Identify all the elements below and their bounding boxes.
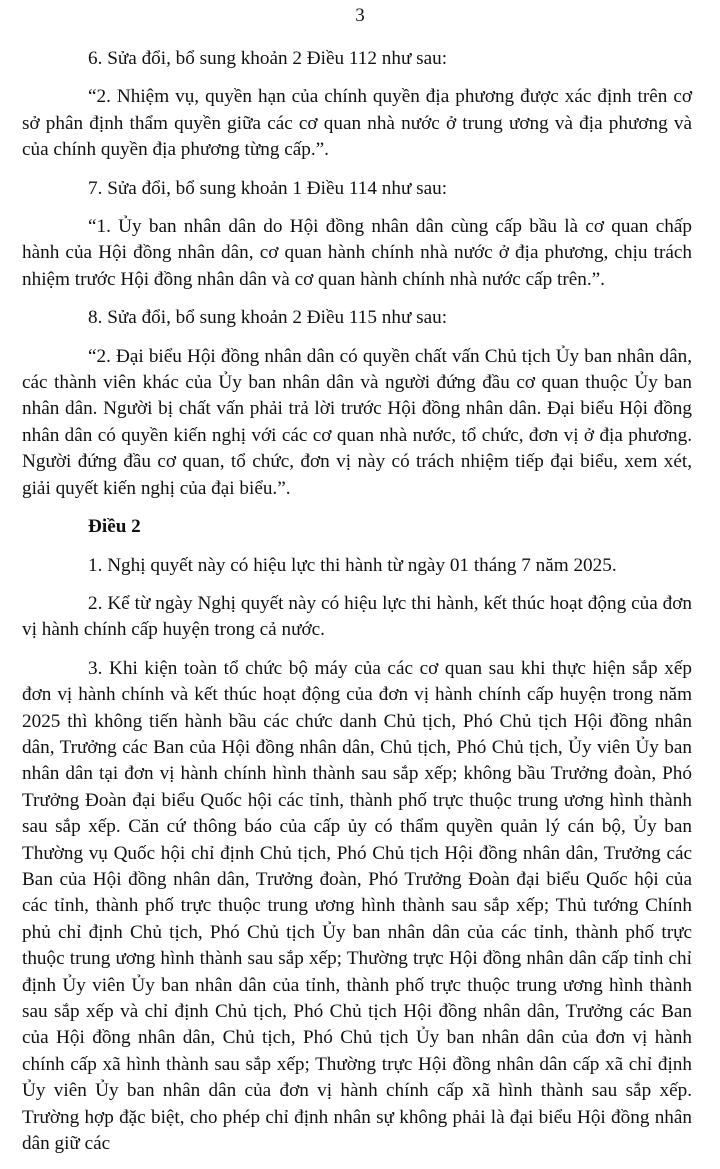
document-body xyxy=(22,46,692,1169)
quoted-clause: “2. Nhiệm vụ, quyền hạn của chính quyền địa phương được xác định trên cơ sở phân định thẩm quyền giữa các cơ quan nhà nước ở trung ương và địa phương và của chính quyền địa phương từng cấp.”. xyxy=(22,86,692,161)
amendment-item-6: 6. Sửa đổi, bổ sung khoản 2 Điều 112 như sau: xyxy=(88,48,448,69)
quoted-clause: “2. Đại biểu Hội đồng nhân dân có quyền chất vấn Chủ tịch Ủy ban nhân dân, các thành viên khác của Ủy ban nhân dân và người đứng đầu cơ quan thuộc Ủy ban nhân dân. Người bị chất vấn phải trả lời trước Hội đồng nhân dân. Đại biểu Hội đồng nhân dân có quyền kiến nghị với các cơ quan nhà nước, tổ chức, đơn vị ở địa phương. Người đứng đầu cơ quan, tổ chức, đơn vị này có trách nhiệm tiếp đại biểu, xem xét, giải quyết kiến nghị của đại biểu.”. xyxy=(22,345,692,499)
article-heading: Điều 2 xyxy=(88,516,141,538)
amendment-item-7: 7. Sửa đổi, bổ sung khoản 1 Điều 114 như sau: xyxy=(88,177,448,199)
amendment-item-8: 8. Sửa đổi, bổ sung khoản 2 Điều 115 như sau: xyxy=(88,307,448,329)
article-clause-2: 2. Kể từ ngày Nghị quyết này có hiệu lực thi hành, kết thúc hoạt động của đơn vị hành chính cấp huyện trong cả nước. xyxy=(22,592,692,641)
quoted-clause: “1. Ủy ban nhân dân do Hội đồng nhân dân cùng cấp bầu là cơ quan chấp hành của Hội đồng nhân dân, cơ quan hành chính nhà nước ở địa phương, chịu trách nhiệm trước Hội đồng nhân dân và cơ quan hành chính nhà nước cấp trên.”. xyxy=(22,216,692,290)
article-clause-1: 1. Nghị quyết này có hiệu lực thi hành từ ngày 01 tháng 7 năm 2025. xyxy=(88,554,617,576)
page-number: 3 xyxy=(355,5,365,26)
article-clause-3: 3. Khi kiện toàn tổ chức bộ máy của các cơ quan sau khi thực hiện sắp xếp đơn vị hành chính và kết thúc hoạt động của đơn vị hành chính cấp huyện trong năm 2025 thì không tiến hành bầu các chức danh Chủ tịch, Phó Chủ tịch Hội đồng nhân dân, Trưởng các Ban của Hội đồng nhân dân, Chủ tịch, Phó Chủ tịch, Ủy viên Ủy ban nhân dân tại đơn vị hành chính hình thành sau sắp xếp; không bầu Trưởng đoàn, Phó Trưởng Đoàn đại biểu Quốc hội các tỉnh, thành phố trực thuộc trung ương hình thành sau sắp xếp. Căn cứ thông báo của cấp ủy có thẩm quyền quản lý cán bộ, Ủy ban Thường vụ Quốc hội chỉ định Chủ tịch, Phó Chủ tịch Hội đồng nhân dân, Trưởng các Ban của Hội đồng nhân dân, Trưởng đoàn, Phó Trưởng Đoàn đại biểu Quốc hội của các tỉnh, thành phố trực thuộc trung ương hình thành sau sắp xếp; Thủ tướng Chính phủ chỉ định Chủ tịch, Phó Chủ tịch Ủy ban nhân dân của các tỉnh, thành phố trực thuộc trung ương hình thành sau sắp xếp; Thường trực Hội đồng nhân dân cấp tỉnh chỉ định Ủy viên Ủy ban nhân dân của tỉnh, thành phố trực thuộc trung ương hình thành sau sắp xếp và chỉ định Chủ tịch, Phó Chủ tịch Hội đồng nhân dân, Trưởng các Ban của Hội đồng nhân dân, Chủ tịch, Phó Chủ tịch Ủy ban nhân dân của đơn vị hành chính cấp xã hình thành sau sắp xếp; Thường trực Hội đồng nhân dân cấp xã chỉ định Ủy viên Ủy ban nhân dân của đơn vị hành chính cấp xã hình thành sau sắp xếp. Trường hợp đặc biệt, cho phép chỉ định nhân sự không phải là đại biểu Hội đồng nhân dân giữ các xyxy=(22,657,692,1155)
